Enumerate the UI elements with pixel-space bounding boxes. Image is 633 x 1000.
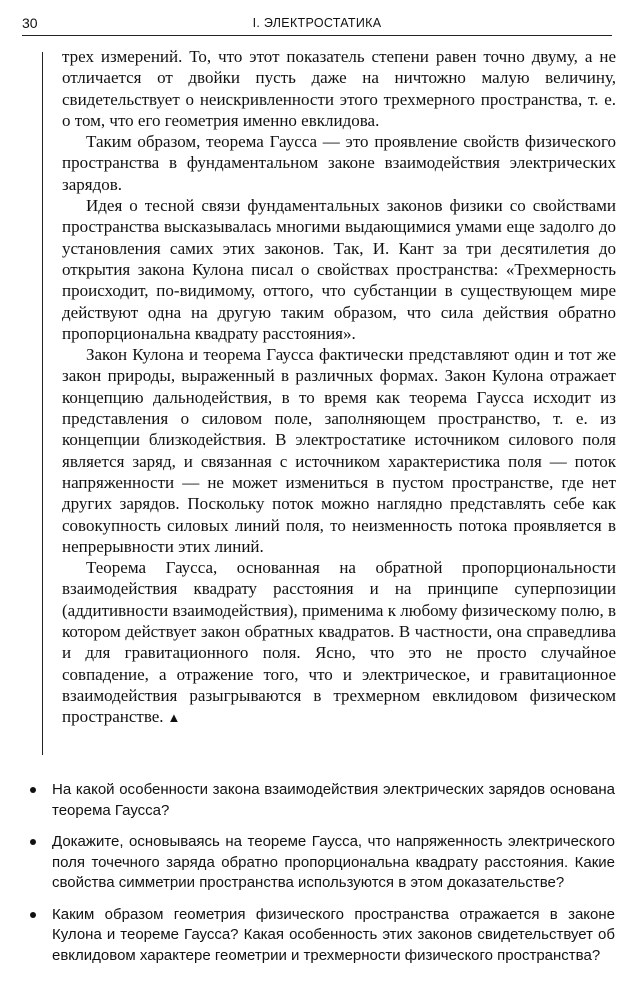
paragraph: Таким образом, теорема Гаусса — это проявление свойств физического пространства в фундаментальном законе взаимодействия электрических зарядов. bbox=[62, 132, 616, 194]
margin-rule bbox=[42, 52, 43, 755]
question-item bbox=[30, 832, 615, 894]
main-text bbox=[62, 46, 616, 729]
paragraph: Закон Кулона и теорема Гаусса фактически представляют один и тот же закон природы, выраженный в различных формах. Закон Кулона отражает концепцию дальнодействия, в то время как теорема Гаусса исходит из представления о силовом поле, заполняющем пространство, т. е. из концепции близкодействия. В электростатике источником силового поля является заряд, и связанная с источником характеристика поля — поток напряженности — не может измениться в пустом пространстве, где нет других зарядов. Поскольку поток можно наглядно представлять себе как совокупность силовых линий поля, то неизменность потока проявляется в непрерывности этих линий. bbox=[62, 345, 616, 556]
paragraph: Идея о тесной связи фундаментальных законов физики со свойствами пространства высказывалась многими выдающимися умами еще задолго до установления самих этих законов. Так, И. Кант за три десятилетия до открытия закона Кулона писал о свойствах пространства: «Трехмерность происходит, по-видимому, оттого, что субстанции в существующем мире действуют одна на другую таким образом, что сила действия обратно пропорциональна квадрату расстояния». bbox=[62, 196, 616, 343]
question-item bbox=[30, 780, 615, 821]
paragraph: трех измерений. То, что этот показатель степени равен точно двуму, а не отличается от двойки пусть даже на ничтожно малую величину, свидетельствует о неискривленности этого трехмерного пространства, т. е. о том, что его геометрия именно евклидова. bbox=[62, 47, 616, 130]
page-header bbox=[22, 13, 612, 36]
page-number: 30 bbox=[22, 15, 38, 31]
question-text: Каким образом геометрия физического пространства отражается в законе Кулона и теореме Гаусса? Какая особенность этих законов свидетельствует об евклидовом характере геометрии и трехмерности физического пространства? bbox=[52, 905, 615, 964]
bullet-icon bbox=[30, 912, 36, 918]
question-item bbox=[30, 905, 615, 967]
question-text: На какой особенности закона взаимодействия электрических зарядов основана теорема Гаусса? bbox=[52, 781, 615, 819]
running-title: I. ЭЛЕКТРОСТАТИКА bbox=[252, 16, 382, 30]
paragraph-text: Теорема Гаусса, основанная на обратной пропорциональности взаимодействия квадрату расстояния и на принципе суперпозиции (аддитивности взаимодействия), применима к любому физическому полю, в котором действует закон обратных квадратов. В частности, она справедлива и для гравитационного поля. Ясно, что это не просто случайное совпадение, а отражение того, что и электрическое, и гравитационное взаимодействия разыгрываются в трехмерном евклидовом физическом пространстве. bbox=[62, 558, 616, 727]
bullet-icon bbox=[30, 839, 36, 845]
end-of-section-mark: ▲ bbox=[167, 710, 181, 726]
question-text: Докажите, основываясь на теореме Гаусса, что напряженность электрического поля точечного заряда обратно пропорциональна квадрату расстояния. Какие свойства симметрии пространства используются в этом доказательстве? bbox=[52, 833, 615, 891]
review-questions bbox=[30, 780, 615, 977]
paragraph-last bbox=[62, 557, 616, 728]
bullet-icon bbox=[30, 787, 36, 793]
